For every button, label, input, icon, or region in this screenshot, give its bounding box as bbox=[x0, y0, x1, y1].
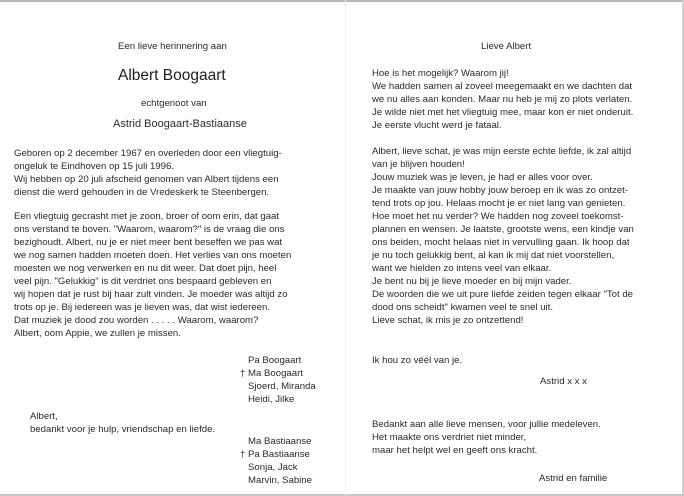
text-line: Een vliegtuig gecrasht met je zoon, broer of oom erin, dat gaat bbox=[14, 211, 280, 222]
family-member: Marvin, Sabine bbox=[248, 475, 312, 486]
text-line: Je eerste vlucht werd je fataal. bbox=[372, 120, 502, 131]
deceased-name: Albert Boogaart bbox=[118, 67, 226, 84]
text-line: tend trots op jou. Helaas mocht je er niet lang van genieten. bbox=[372, 198, 626, 209]
text-line: We hadden samen al zoveel meegemaakt en we dachten dat bbox=[372, 81, 633, 92]
text-line: moesten we nog verwerken en nu dit weer. Dat doet pijn, heel bbox=[14, 263, 277, 274]
family-boogaart bbox=[240, 354, 316, 406]
family-member: † Pa Bastiaanse bbox=[240, 449, 310, 460]
family-member: Heidi, Jilke bbox=[248, 394, 295, 405]
family-member: † Ma Boogaart bbox=[240, 368, 303, 379]
text-line: Je bent nu bij je lieve moeder en bij mijn vader. bbox=[372, 276, 572, 287]
right-paragraph-1 bbox=[372, 67, 633, 132]
text-line: Hoe is het mogelijk? Waarom jij! bbox=[372, 68, 509, 79]
text-line: Wij hebben op 20 juli afscheid genomen van Albert tijdens een bbox=[14, 174, 279, 185]
spouse-name: Astrid Boogaart-Bastiaanse bbox=[113, 118, 247, 130]
text-line: Je maakte van jouw hobby jouw beroep en ik was zo ontzet- bbox=[372, 185, 628, 196]
left-paragraph-2 bbox=[14, 210, 291, 340]
thanks-paragraph bbox=[372, 418, 601, 457]
relation-label: echtgenoot van bbox=[141, 98, 207, 109]
love-line: Ik hou zo véél van je. bbox=[372, 355, 463, 366]
family-member: Sonja, Jack bbox=[248, 462, 298, 473]
text-line: dood ons scheidt" kwamen veel te snel uit. bbox=[372, 302, 553, 313]
text-line: trots op je. Bij iedereen was je lieven was, dat wist iedereen. bbox=[14, 302, 270, 313]
right-paragraph-2 bbox=[372, 145, 634, 327]
albert-thanks-note bbox=[30, 410, 215, 436]
text-line: Hoe moet het nu verder? We hadden nog zoveel toekomst- bbox=[372, 211, 624, 222]
text-line: Albert, bbox=[30, 411, 58, 422]
left-paragraph-1 bbox=[14, 147, 282, 199]
text-line: ons verstand te boven. "Waarom, waarom?" is de vraag die ons bbox=[14, 224, 285, 235]
family-bastiaanse bbox=[240, 435, 312, 487]
text-line: bedankt voor je hulp, vriendschap en liefde. bbox=[30, 424, 216, 435]
text-line: Je wilde niet met het vliegtuig mee, maar kon er niet onderuit. bbox=[372, 107, 634, 118]
cross-icon: † bbox=[240, 449, 246, 460]
text-line: want we hielden zo intens veel van elkaar. bbox=[372, 263, 552, 274]
card-edge-top bbox=[0, 0, 684, 2]
text-line: Jouw muziek was je leven, je had er alles voor over. bbox=[372, 172, 593, 183]
text-line: van je blijven houden! bbox=[372, 159, 465, 170]
text-line: bezighoudt. Albert, nu je er niet meer bent beseffen we pas wat bbox=[14, 237, 283, 248]
right-greeting: Lieve Albert bbox=[481, 41, 532, 52]
text-line: maar het helpt wel en geeft ons kracht. bbox=[372, 445, 538, 456]
text-line: Dat muziek je dood zou worden . . . . . Waarom, waarom? bbox=[14, 315, 259, 326]
text-line: je nu toch gelukkig bent, al kan ik mij dat niet voorstellen, bbox=[372, 250, 615, 261]
text-line: Geboren op 2 december 1967 en overleden door een vliegtuig- bbox=[14, 148, 282, 159]
cross-icon: † bbox=[240, 368, 246, 379]
text-line: veel pijn. "Gelukkig" is dit verdriet ons bespaard gebleven en bbox=[14, 276, 272, 287]
family-member: Ma Bastiaanse bbox=[248, 436, 312, 447]
text-line: wij hopen dat je rust bij haar zult vinden. Je moeder was altijd zo bbox=[14, 289, 288, 300]
text-line: De woorden die we uit pure liefde zeiden tegen elkaar "Tot de bbox=[372, 289, 634, 300]
text-line: ons beiden, mocht helaas niet in vervulling gaan. Ik hoop dat bbox=[372, 237, 630, 248]
text-line: ongeluk te Eindhoven op 15 juli 1996. bbox=[14, 161, 175, 172]
signature-astrid: Astrid x x x bbox=[540, 376, 587, 387]
text-line: Lieve schat, ik mis je zo ontzettend! bbox=[372, 315, 524, 326]
signature-family: Astrid en familie bbox=[539, 473, 608, 484]
text-line: plannen en wensen. Je laatste, grootste wens, een kindje van bbox=[372, 224, 634, 235]
text-line: Albert, lieve schat, je was mijn eerste echte liefde, ik zal altijd bbox=[372, 146, 632, 157]
text-line: Albert, oom Appie, we zullen je missen. bbox=[14, 328, 181, 339]
text-line: we nu alles aan konden. Maar nu heb je mij zo plots verlaten. bbox=[372, 94, 633, 105]
text-line: Het maakte ons verdriet niet minder, bbox=[372, 432, 527, 443]
card-fold-line bbox=[345, 0, 346, 496]
family-member: Sjoerd, Miranda bbox=[248, 381, 316, 392]
text-line: we nog samen hadden moeten doen. Het verlies van ons moeten bbox=[14, 250, 292, 261]
text-line: Bedankt aan alle lieve mensen, voor jullie medeleven. bbox=[372, 419, 601, 430]
text-line: dienst die werd gehouden in de Vredeskerk te Steenbergen. bbox=[14, 187, 270, 198]
family-member: Pa Boogaart bbox=[248, 355, 302, 366]
left-header: Een lieve herinnering aan bbox=[118, 41, 227, 52]
